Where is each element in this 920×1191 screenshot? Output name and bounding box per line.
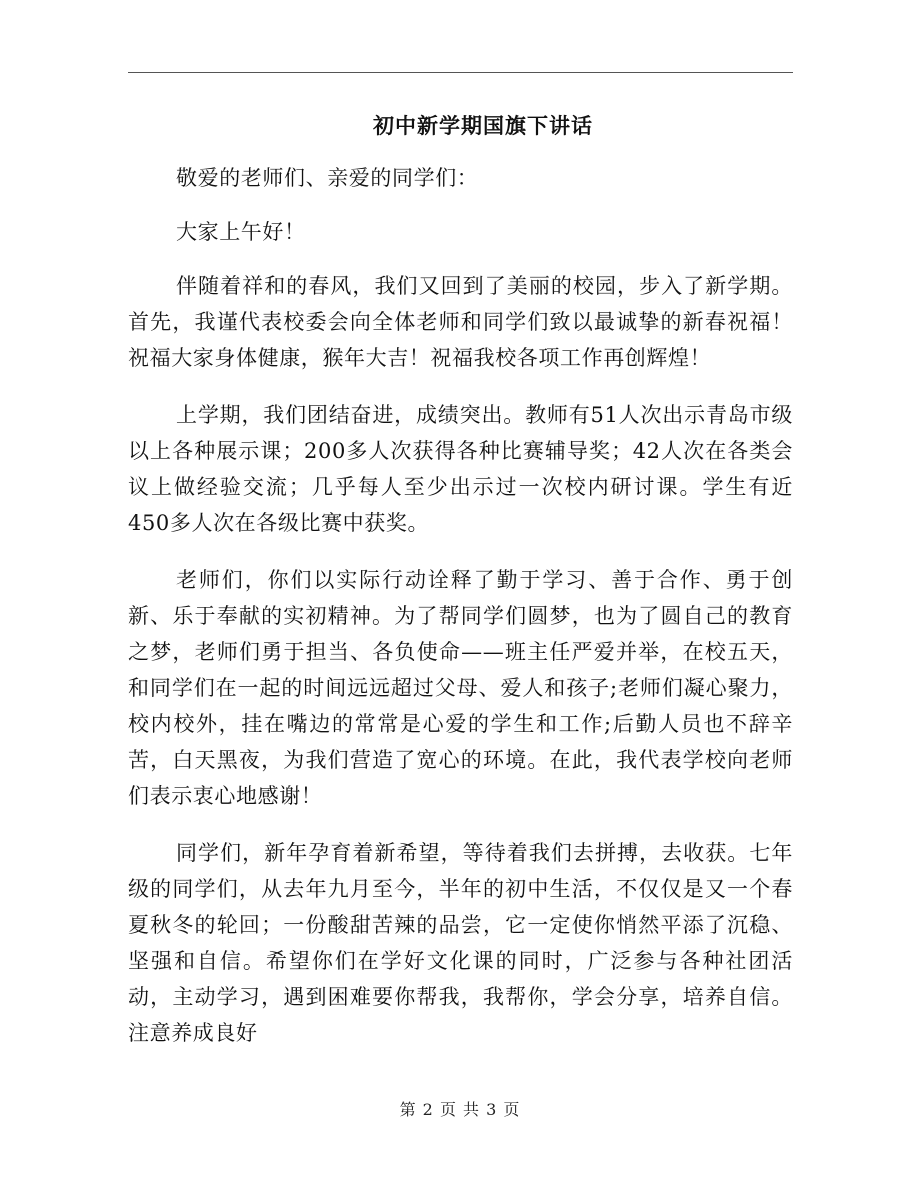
document-title: 初中新学期国旗下讲话 [373, 113, 593, 138]
header-rule [128, 72, 793, 73]
page-number: 第 2 页 共 3 页 [399, 1100, 521, 1119]
paragraph-teachers: 老师们，你们以实际行动诠释了勤于学习、善于合作、勇于创新、乐于奉献的实初精神。为了帮同学们圆梦，也为了圆自己的教育之梦，老师们勇于担当、各负使命——班主任严爱并举，在校五天，和同学们在一起的时间远远超过父母、爱人和孩子;老师们凝心聚力，校内校外，挂在嘴边的常常是心爱的学生和工作;后勤人员也不辞辛苦，白天黑夜，为我们营造了宽心的环境。在此，我代表学校向老师们表示衷心地感谢！ [128, 568, 793, 808]
paragraph-students: 同学们，新年孕育着新希望，等待着我们去拼搏，去收获。七年级的同学们，从去年九月至今，半年的初中生活，不仅仅是又一个春夏秋冬的轮回；一份酸甜苦辣的品尝，它一定使你悄然平添了沉稳、坚强和自信。希望你们在学好文化课的同时，广泛参与各种社团活动，主动学习，遇到困难要你帮我，我帮你，学会分享，培养自信。注意养成良好 [128, 841, 793, 1045]
paragraph-new-term: 伴随着祥和的春风，我们又回到了美丽的校园，步入了新学期。首先，我谨代表校委会向全体老师和同学们致以最诚挚的新春祝福！祝福大家身体健康，猴年大吉！祝福我校各项工作再创辉煌！ [128, 274, 793, 370]
document-body [128, 160, 793, 1051]
paragraph-greeting: 大家上午好！ [176, 220, 306, 244]
paragraph-achievements: 上学期，我们团结奋进，成绩突出。教师有51人次出示青岛市级以上各种展示课；200多人次获得各种比赛辅导奖；42人次在各类会议上做经验交流；几乎每人至少出示过一次校内研讨课。学生有近450多人次在各级比赛中获奖。 [128, 403, 793, 535]
paragraph-salutation: 敬爱的老师们、亲爱的同学们： [176, 166, 479, 190]
